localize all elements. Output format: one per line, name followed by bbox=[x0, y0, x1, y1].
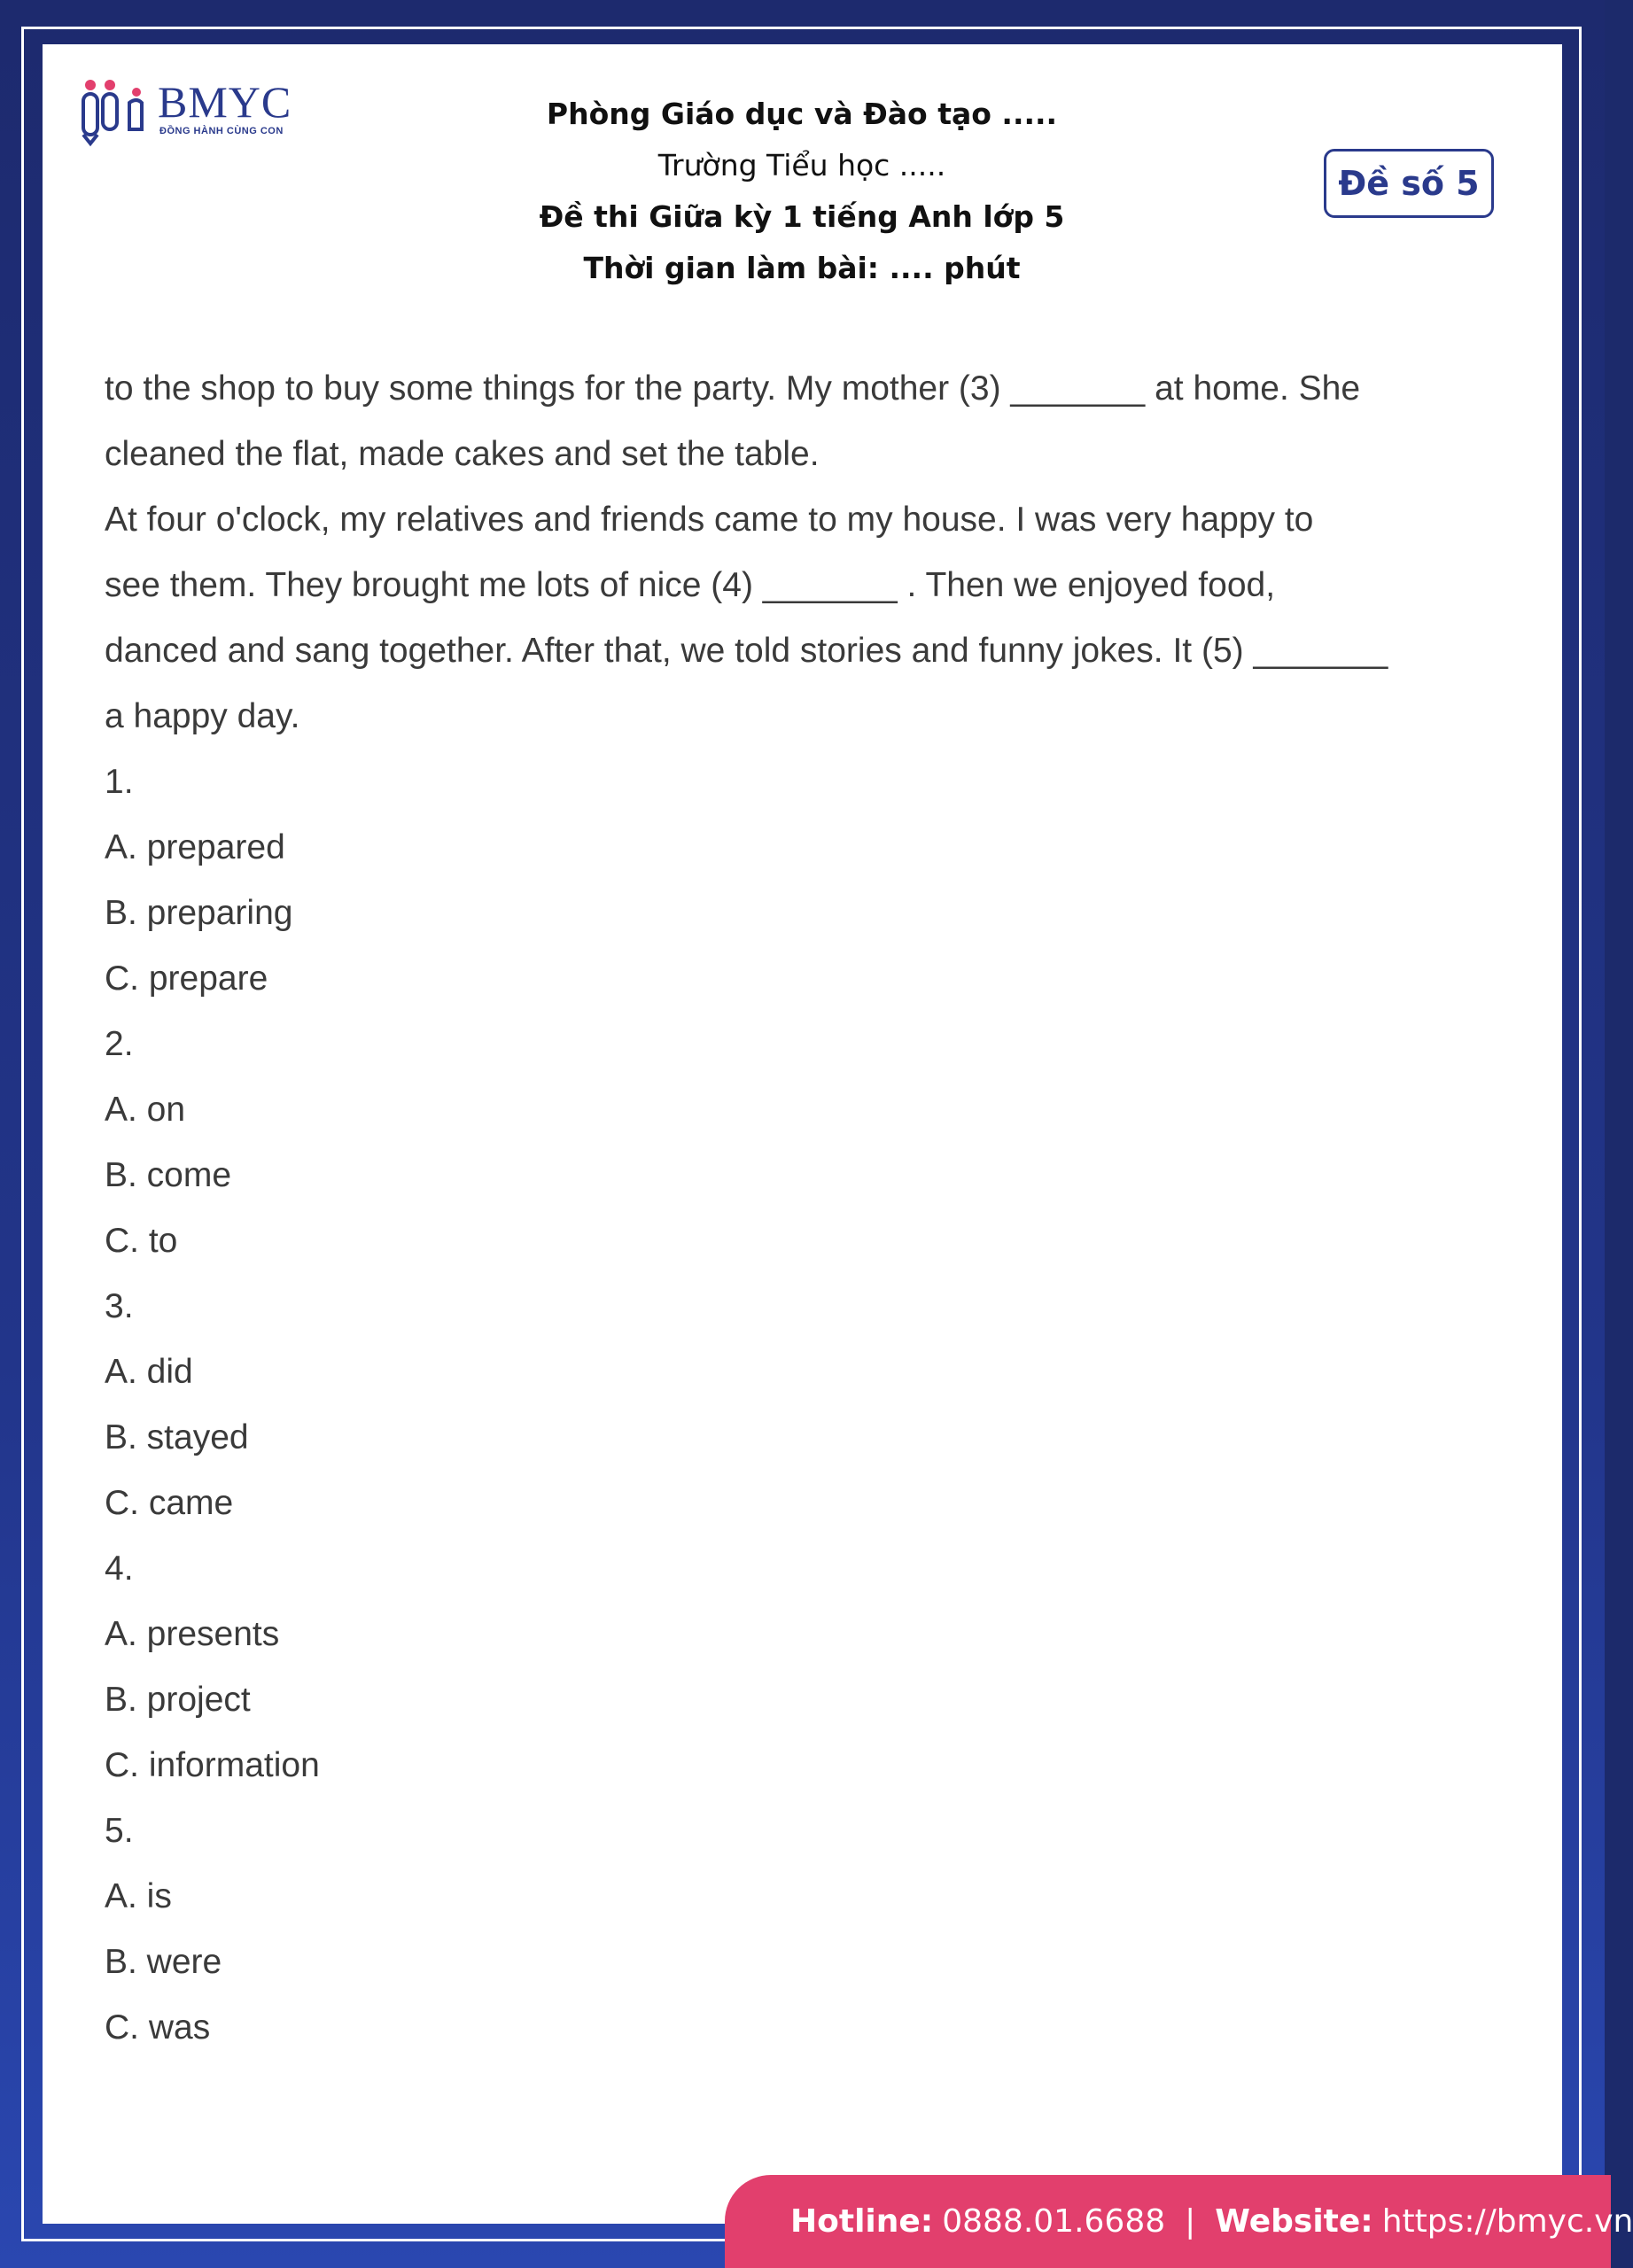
passage-line: cleaned the flat, made cakes and set the table. bbox=[105, 435, 820, 473]
question-number: 3. bbox=[105, 1287, 134, 1325]
answer-option: A. did bbox=[105, 1353, 193, 1391]
answer-option: C. came bbox=[105, 1484, 234, 1522]
logo-wordmark: BMYC bbox=[158, 77, 292, 127]
answer-option: C. to bbox=[105, 1222, 178, 1260]
passage-line: see them. They brought me lots of nice (4) _______ . Then we enjoyed food, bbox=[105, 566, 1276, 604]
website-label: Website: bbox=[1215, 2203, 1373, 2240]
answer-option: C. prepare bbox=[105, 959, 268, 998]
exam-number-badge: Đề số 5 bbox=[1324, 149, 1494, 218]
document-header bbox=[403, 89, 1201, 294]
question-number: 2. bbox=[105, 1025, 134, 1063]
answer-option: B. project bbox=[105, 1681, 251, 1719]
header-department: Phòng Giáo dục và Đào tạo ..... bbox=[546, 97, 1058, 131]
answer-option: B. stayed bbox=[105, 1418, 249, 1456]
answer-option: B. come bbox=[105, 1156, 232, 1194]
hotline-number[interactable]: 0888.01.6688 bbox=[942, 2203, 1166, 2240]
answer-option: B. preparing bbox=[105, 894, 293, 932]
answer-option: C. was bbox=[105, 2008, 211, 2047]
bmyc-logo bbox=[80, 76, 292, 147]
question-number: 1. bbox=[105, 763, 134, 801]
contact-footer bbox=[725, 2175, 1633, 2268]
passage-line: At four o'clock, my relatives and friends came to my house. I was very happy to bbox=[105, 501, 1314, 539]
answer-option: B. were bbox=[105, 1943, 222, 1981]
header-duration: Thời gian làm bài: .... phút bbox=[583, 251, 1021, 285]
answer-option: A. is bbox=[105, 1877, 172, 1915]
answer-option: A. presents bbox=[105, 1615, 280, 1653]
header-exam-title: Đề thi Giữa kỳ 1 tiếng Anh lớp 5 bbox=[539, 199, 1065, 234]
family-icon bbox=[80, 76, 154, 147]
passage-line: danced and sang together. After that, we told stories and funny jokes. It (5) _______ bbox=[105, 632, 1388, 670]
logo-tagline: ĐỒNG HÀNH CÙNG CON bbox=[159, 126, 284, 136]
answer-option: A. prepared bbox=[105, 828, 285, 866]
website-link[interactable]: https://bmyc.vn bbox=[1381, 2203, 1633, 2240]
answer-option: C. information bbox=[105, 1746, 320, 1784]
header-school: Trường Tiểu học ..... bbox=[657, 148, 946, 183]
footer-separator: | bbox=[1185, 2203, 1196, 2240]
question-number: 4. bbox=[105, 1550, 134, 1588]
hotline-label: Hotline: bbox=[790, 2203, 934, 2240]
passage-line: a happy day. bbox=[105, 697, 300, 735]
passage-line: to the shop to buy some things for the party. My mother (3) _______ at home. She bbox=[105, 369, 1361, 408]
exam-content bbox=[105, 356, 1505, 2061]
answer-option: A. on bbox=[105, 1091, 186, 1129]
question-number: 5. bbox=[105, 1812, 134, 1850]
